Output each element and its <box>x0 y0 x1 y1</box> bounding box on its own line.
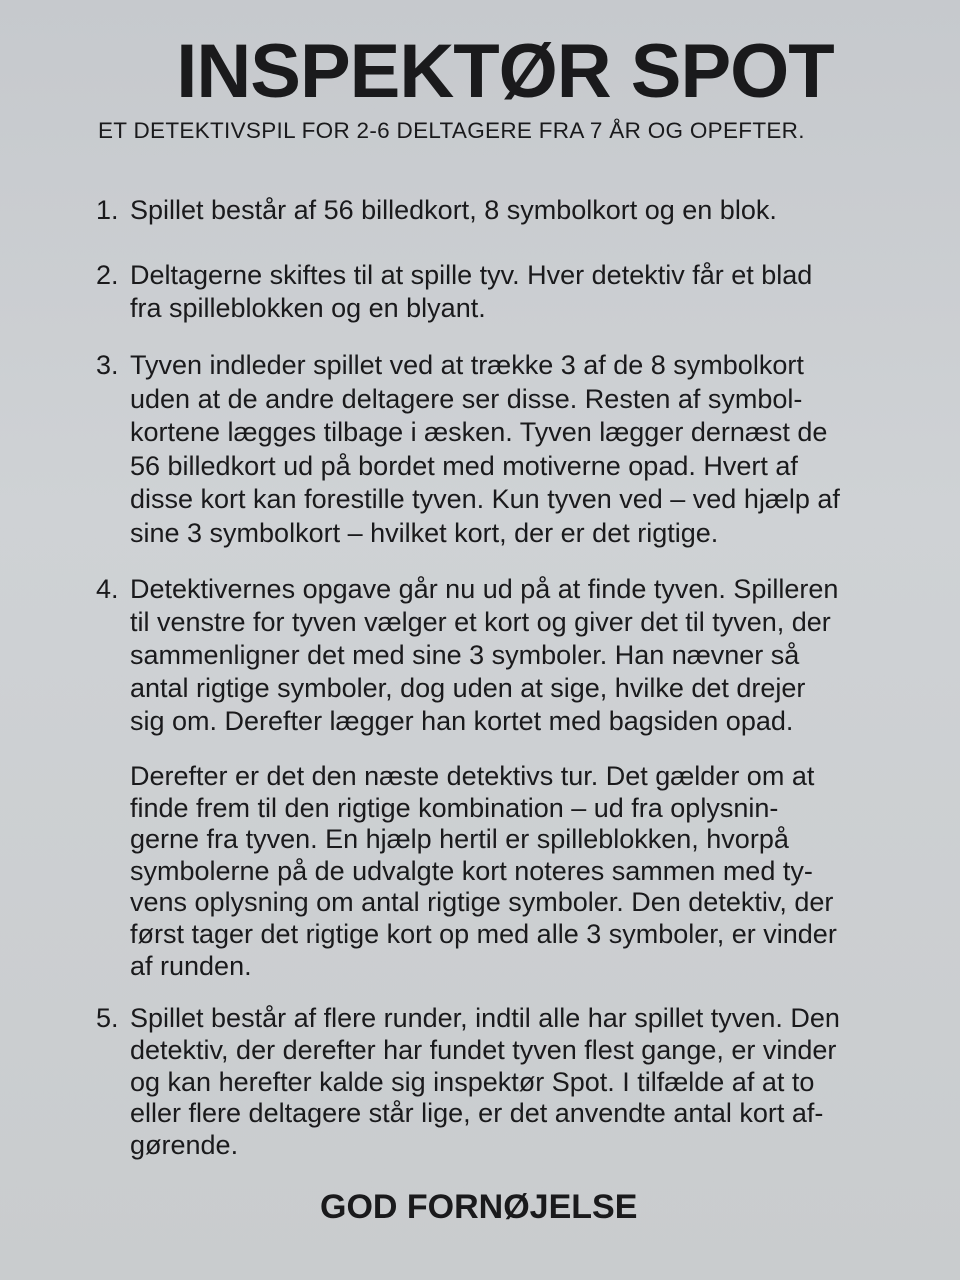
rule-text-line: til venstre for tyven vælger et kort og giver det til tyven, der <box>130 607 831 637</box>
rule-text-line: disse kort kan forestille tyven. Kun tyven ved – ved hjælp af <box>130 484 840 515</box>
rule-item <box>96 573 838 738</box>
rule-text-line: fra spilleblokken og en blyant. <box>130 293 486 323</box>
rule-text-line: 56 billedkort ud på bordet med motiverne opad. Hvert af <box>130 450 798 481</box>
rule-number: 1. <box>96 195 119 225</box>
closing-text: GOD FORNØJELSE <box>320 1188 638 1226</box>
rule-text-line: af runden. <box>130 950 252 981</box>
rule-item <box>96 349 840 551</box>
rule-text-line: gørende. <box>130 1130 239 1161</box>
rule-text-line: sine 3 symbolkort – hvilket kort, der er det rigtige. <box>130 517 719 548</box>
subtitle: ET DETEKTIVSPIL FOR 2-6 DELTAGERE FRA 7 ÅR OG OPEFTER. <box>98 118 805 143</box>
rule-text-line: uden at de andre deltagere ser disse. Resten af symbol- <box>130 383 803 414</box>
rule-text-line: gerne fra tyven. En hjælp hertil er spilleblokken, hvorpå <box>130 824 789 855</box>
rule-text-line: antal rigtige symboler, dog uden at sige, hvilke det drejer <box>130 673 806 703</box>
rule-item <box>96 1003 840 1162</box>
rule-text-line: Detektivernes opgave går nu ud på at finde tyven. Spilleren <box>130 574 839 604</box>
rule-text-line: symbolerne på de udvalgte kort noteres sammen med ty- <box>130 855 813 886</box>
rule-number: 2. <box>96 260 119 290</box>
rule-text-line: Tyven indleder spillet ved at trække 3 af de 8 symbolkort <box>130 350 804 380</box>
rule-number: 3. <box>96 350 119 380</box>
rule-text-line: Spillet består af flere runder, indtil alle har spillet tyven. Den <box>130 1003 840 1033</box>
page-title: INSPEKTØR SPOT <box>176 29 834 114</box>
rule-item <box>96 259 812 325</box>
rule-text-line: vens oplysning om antal rigtige symboler. Den detektiv, der <box>130 887 834 918</box>
rule-text-line: Spillet består af 56 billedkort, 8 symbolkort og en blok. <box>130 195 777 225</box>
rule-text-line: og kan herefter kalde sig inspektør Spot. I tilfælde af at to <box>130 1066 815 1097</box>
rule-text-line: detektiv, der derefter har fundet tyven flest gange, er vinder <box>130 1034 837 1065</box>
rule-text-line: eller flere deltagere står lige, er det anvendte antal kort af- <box>130 1098 824 1129</box>
rule-text-line: først tager det rigtige kort op med alle 3 symboler, er vinder <box>130 918 837 949</box>
rule-text-line: kortene lægges tilbage i æsken. Tyven lægger dernæst de <box>130 417 828 448</box>
rule-item <box>96 761 837 982</box>
rule-text-line: sig om. Derefter lægger han kortet med bagsiden opad. <box>130 706 794 736</box>
rule-number: 5. <box>96 1003 119 1033</box>
rule-text-line: sammenligner det med sine 3 symboler. Han nævner så <box>130 640 800 670</box>
rule-item <box>96 194 777 227</box>
rule-text-line: Deltagerne skiftes til at spille tyv. Hver detektiv får et blad <box>130 260 813 290</box>
rule-text-line: Derefter er det den næste detektivs tur. Det gælder om at <box>130 761 815 791</box>
rule-text-line: finde frem til den rigtige kombination – ud fra oplysnin- <box>130 792 779 823</box>
rule-number: 4. <box>96 574 119 604</box>
